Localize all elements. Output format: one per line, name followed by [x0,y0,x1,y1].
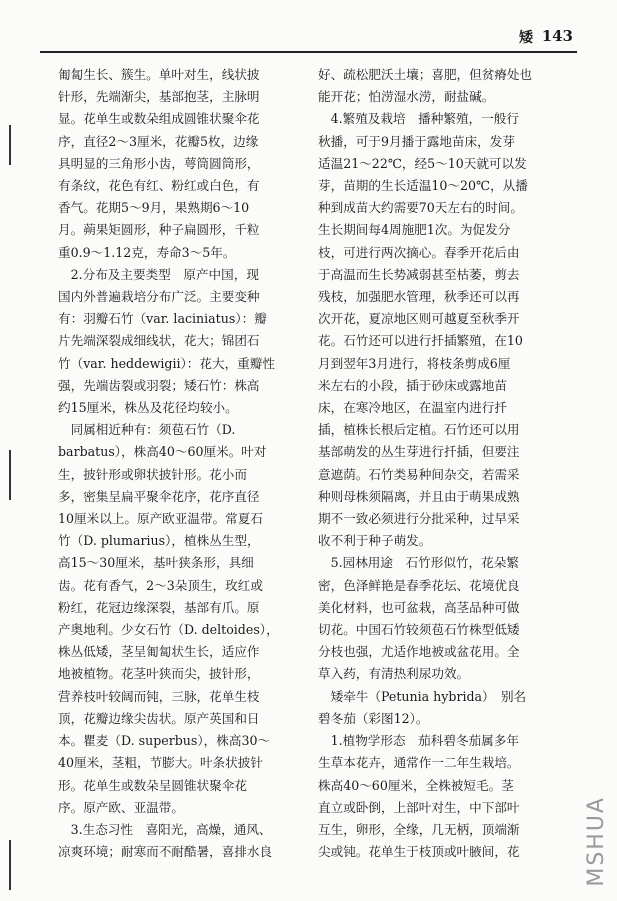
right-column [318,64,576,863]
paragraph-propagation: 4.繁殖及栽培 播种繁殖，一般行 秋播，可于9月播于露地苗床，发芽 适温21～22℃，经5～10天就可以发 芽，苗期的生长适温10～20℃，从播 种到成苗大约需要70天左右的时间。 生长期间每4周施肥1次。为促发分 枝，可进行两次摘心。春季开花后由 于高温而生长势减弱甚至枯萎，剪去 残枝，加强肥水管理，秋季还可以再 次开花，夏凉地区则可越夏至秋季开 花。石竹还可以进行扦插繁殖，在10 月到翌年3月进行，将枝条剪成6厘 米左右的小段，插于砂床或露地苗 床，在寒冷地区，在温室内进行扦 插，植株长根后定植。石竹还可以用 基部萌发的丛生芽进行扦插，但要注 意遮荫。石竹类易种间杂交，若需采 种则母株须隔离，并且由于萌果成熟 期不一致必须进行分批采种，过早采 收不利于种子萌发。 [318,111,528,549]
header-rule [40,51,577,53]
paragraph-distribution: 2.分布及主要类型 原产中国，现 国内外普遍栽培分布广泛。主要变种 有：羽瓣石竹（var. laciniatus）：瓣 片先端深裂成细线状，花大；锦团石 竹（var. heddewigii）：花大，重瓣性 强，先端齿裂或羽裂；矮石竹：株高 约15厘米，株丛及花径均较小。 [58,266,275,416]
paragraph-ecology-continued: 好、疏松肥沃土壤；喜肥，但贫瘠处也 能开花；怕涝湿水涝，耐盐碱。 [318,67,533,105]
scan-edge-mark [9,450,11,500]
page-number: 143 [541,27,573,45]
paragraph-ecology: 3.生态习性 喜阳光，高燥，通风、 凉爽环境；耐寒而不耐酷暑，喜排水良 [58,821,273,860]
left-column [58,64,304,863]
scan-edge-mark [9,840,11,890]
paragraph-landscape-use: 5.园林用途 石竹形似竹，花朵繁 密，色泽鲜艳是春季花坛、花境优良 美化材料，也可盆栽，高茎品种可做 切花。中国石竹较须苞石竹株型低矮 分枝也强，尤适作地被或盆花用。全 草入药，有清热利尿功效。 [318,555,520,682]
paragraph-related-species: 同属相近种有：须苞石竹（D. barbatus），株高40～60厘米。叶对 生，披针形或卵状披针形。花小而 多，密集呈扁平聚伞花序，花序直径 10厘米以上。原产欧亚温带。常夏石 竹（D. plumarius），植株丛生型， 高15～30厘米，基叶狭条形，具细 齿。花有香气，2～3朵顶生，玫红或 粉红，花冠边缘深裂，基部有爪。原 产奥地利。少女石竹（D. deltoides）， 株丛低矮，茎呈匍匐状生长，适应作 地被植物。花茎叶狭而尖，披针形， 营养枝叶较阔而钝，三脉，花单生枝 顶，花瓣边缘尖齿状。原产英国和日 本。瞿麦（D. superbus），株高30～ 40厘米，茎粗，节膨大。叶条状披针 形。花单生或数朵呈圆锥状聚伞花 序。原产欧、亚温带。 [58,422,279,815]
page-header [0,0,617,60]
entry-heading-petunia: 矮牵牛（Petunia hybrida） 别名 碧冬茄（彩图12）。 [318,688,527,726]
paragraph-petunia-morphology: 1.植物学形态 茄科碧冬茄属多年 生草本花卉，通常作一二年生栽培。 株高40～60厘米，全株被短毛。茎 直立或卧倒，上部叶对生，中下部叶 互生，卵形，全缘，几无柄，顶端渐 尖或钝。花单生于枝顶或叶腋间，花 [318,733,520,860]
watermark-text: MSHUA [584,796,609,887]
paragraph-morphology-continued: 匍匐生长、簇生。单叶对生，线状披 针形，先端渐尖，基部抱茎，主脉明 显。花单生或数朵组成圆锥状聚伞花 序，直径2～3厘米，花瓣5枚，边缘 具明显的三角形小齿，萼筒圆筒形， 有条纹，花色有红、粉红或白色，有 香气。花期5～9月，果熟期6～10 月。蒴果矩圆形，种子扁圆形，千粒 重0.9～1.12克，寿命3～5年。 [58,67,260,260]
running-head: 矮 [519,30,533,46]
scan-edge-mark [9,125,11,165]
